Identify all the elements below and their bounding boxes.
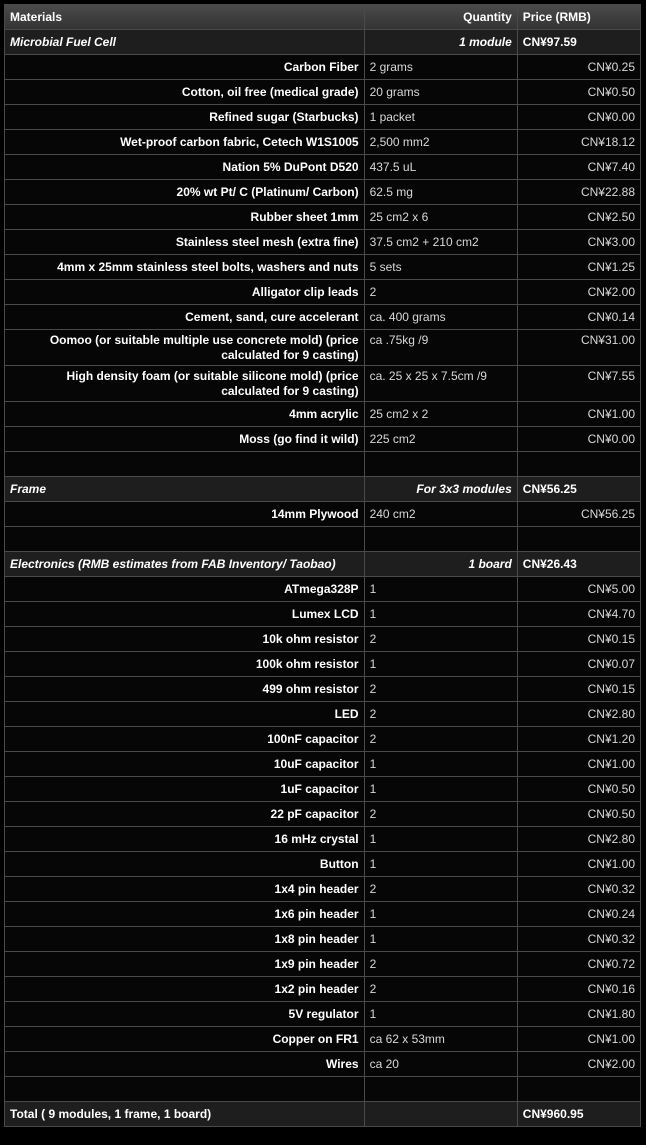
table-row xyxy=(5,952,641,977)
item-quantity: 2 xyxy=(364,727,517,752)
item-price: CN¥0.15 xyxy=(517,627,640,652)
item-quantity: 437.5 uL xyxy=(364,155,517,180)
item-name: ATmega328P xyxy=(5,577,365,602)
item-quantity: ca .75kg /9 xyxy=(364,330,517,366)
item-price: CN¥0.24 xyxy=(517,902,640,927)
item-name: 100k ohm resistor xyxy=(5,652,365,677)
item-quantity: 1 packet xyxy=(364,105,517,130)
item-quantity: 62.5 mg xyxy=(364,180,517,205)
item-quantity: 2 xyxy=(364,627,517,652)
item-name: 1x4 pin header xyxy=(5,877,365,902)
item-price: CN¥5.00 xyxy=(517,577,640,602)
total-quantity xyxy=(364,1102,517,1127)
table-row xyxy=(5,827,641,852)
item-price: CN¥18.12 xyxy=(517,130,640,155)
table-row xyxy=(5,105,641,130)
item-quantity: 1 xyxy=(364,827,517,852)
header-price: Price (RMB) xyxy=(517,5,640,30)
total-label: Total ( 9 modules, 1 frame, 1 board) xyxy=(5,1102,365,1127)
section-row xyxy=(5,477,641,502)
total-row xyxy=(5,1102,641,1127)
item-quantity: ca 20 xyxy=(364,1052,517,1077)
item-quantity: 1 xyxy=(364,577,517,602)
table-row xyxy=(5,677,641,702)
item-quantity: 2 xyxy=(364,877,517,902)
item-quantity: 2 xyxy=(364,702,517,727)
table-row xyxy=(5,1027,641,1052)
item-quantity: 1 xyxy=(364,927,517,952)
item-quantity: 5 sets xyxy=(364,255,517,280)
empty-cell xyxy=(517,527,640,552)
item-price: CN¥56.25 xyxy=(517,502,640,527)
item-price: CN¥0.15 xyxy=(517,677,640,702)
item-name: 10uF capacitor xyxy=(5,752,365,777)
table-row xyxy=(5,752,641,777)
table-row xyxy=(5,280,641,305)
item-name: Carbon Fiber xyxy=(5,55,365,80)
item-price: CN¥31.00 xyxy=(517,330,640,366)
item-name: Stainless steel mesh (extra fine) xyxy=(5,230,365,255)
item-price: CN¥0.14 xyxy=(517,305,640,330)
item-price: CN¥0.50 xyxy=(517,80,640,105)
item-name: 22 pF capacitor xyxy=(5,802,365,827)
item-name: 20% wt Pt/ C (Platinum/ Carbon) xyxy=(5,180,365,205)
item-name: 1x9 pin header xyxy=(5,952,365,977)
item-name: 4mm acrylic xyxy=(5,402,365,427)
item-name: Moss (go find it wild) xyxy=(5,427,365,452)
table-row xyxy=(5,402,641,427)
table-row xyxy=(5,927,641,952)
table-row xyxy=(5,366,641,402)
item-quantity: 20 grams xyxy=(364,80,517,105)
item-quantity: 1 xyxy=(364,902,517,927)
item-name: 5V regulator xyxy=(5,1002,365,1027)
item-name: Wet-proof carbon fabric, Cetech W1S1005 xyxy=(5,130,365,155)
item-quantity: 2 xyxy=(364,802,517,827)
item-quantity: 1 xyxy=(364,652,517,677)
empty-cell xyxy=(5,452,365,477)
item-quantity: 2 xyxy=(364,952,517,977)
item-name: Refined sugar (Starbucks) xyxy=(5,105,365,130)
spacer-row xyxy=(5,1077,641,1102)
item-price: CN¥2.00 xyxy=(517,1052,640,1077)
item-price: CN¥22.88 xyxy=(517,180,640,205)
table-row xyxy=(5,330,641,366)
table-row xyxy=(5,627,641,652)
item-price: CN¥2.50 xyxy=(517,205,640,230)
table-row xyxy=(5,702,641,727)
item-price: CN¥1.00 xyxy=(517,852,640,877)
materials-table-body xyxy=(5,5,641,1127)
section-name: Microbial Fuel Cell xyxy=(5,30,365,55)
item-name: 16 mHz crystal xyxy=(5,827,365,852)
table-row xyxy=(5,877,641,902)
item-name: Rubber sheet 1mm xyxy=(5,205,365,230)
item-name: 1x6 pin header xyxy=(5,902,365,927)
spacer-row xyxy=(5,452,641,477)
item-quantity: ca 62 x 53mm xyxy=(364,1027,517,1052)
item-price: CN¥2.80 xyxy=(517,827,640,852)
item-name: Copper on FR1 xyxy=(5,1027,365,1052)
empty-cell xyxy=(5,527,365,552)
item-price: CN¥0.50 xyxy=(517,777,640,802)
table-row xyxy=(5,155,641,180)
section-price: CN¥56.25 xyxy=(517,477,640,502)
spacer-row xyxy=(5,527,641,552)
item-name: 14mm Plywood xyxy=(5,502,365,527)
item-quantity: 240 cm2 xyxy=(364,502,517,527)
item-price: CN¥4.70 xyxy=(517,602,640,627)
item-name: Button xyxy=(5,852,365,877)
item-price: CN¥0.32 xyxy=(517,877,640,902)
item-price: CN¥0.25 xyxy=(517,55,640,80)
item-name: 1uF capacitor xyxy=(5,777,365,802)
item-price: CN¥7.55 xyxy=(517,366,640,402)
item-name: 499 ohm resistor xyxy=(5,677,365,702)
table-row xyxy=(5,727,641,752)
section-name: Electronics (RMB estimates from FAB Inventory/ Taobao) xyxy=(5,552,365,577)
item-name: Wires xyxy=(5,1052,365,1077)
item-quantity: 225 cm2 xyxy=(364,427,517,452)
table-row xyxy=(5,1002,641,1027)
item-price: CN¥1.00 xyxy=(517,752,640,777)
table-row xyxy=(5,902,641,927)
empty-cell xyxy=(364,1077,517,1102)
item-quantity: 25 cm2 x 6 xyxy=(364,205,517,230)
empty-cell xyxy=(364,452,517,477)
item-price: CN¥0.16 xyxy=(517,977,640,1002)
empty-cell xyxy=(517,1077,640,1102)
item-price: CN¥1.00 xyxy=(517,1027,640,1052)
total-price: CN¥960.95 xyxy=(517,1102,640,1127)
header-quantity: Quantity xyxy=(364,5,517,30)
item-name: Alligator clip leads xyxy=(5,280,365,305)
header-materials: Materials xyxy=(5,5,365,30)
item-price: CN¥1.20 xyxy=(517,727,640,752)
materials-table xyxy=(4,4,641,1127)
section-price: CN¥26.43 xyxy=(517,552,640,577)
item-price: CN¥7.40 xyxy=(517,155,640,180)
item-price: CN¥0.00 xyxy=(517,105,640,130)
item-price: CN¥1.80 xyxy=(517,1002,640,1027)
item-quantity: 2,500 mm2 xyxy=(364,130,517,155)
item-price: CN¥3.00 xyxy=(517,230,640,255)
table-row xyxy=(5,652,641,677)
item-name: LED xyxy=(5,702,365,727)
item-price: CN¥1.00 xyxy=(517,402,640,427)
item-quantity: 1 xyxy=(364,752,517,777)
item-name: 10k ohm resistor xyxy=(5,627,365,652)
item-name: Nation 5% DuPont D520 xyxy=(5,155,365,180)
item-name: 1x2 pin header xyxy=(5,977,365,1002)
item-name: 100nF capacitor xyxy=(5,727,365,752)
item-name: Oomoo (or suitable multiple use concrete mold) (price calculated for 9 casting) xyxy=(5,330,365,366)
section-quantity: 1 board xyxy=(364,552,517,577)
item-name: High density foam (or suitable silicone mold) (price calculated for 9 casting) xyxy=(5,366,365,402)
item-price: CN¥0.07 xyxy=(517,652,640,677)
item-quantity: 1 xyxy=(364,852,517,877)
item-price: CN¥0.50 xyxy=(517,802,640,827)
item-quantity: 2 xyxy=(364,977,517,1002)
table-row xyxy=(5,205,641,230)
table-row xyxy=(5,777,641,802)
item-name: 1x8 pin header xyxy=(5,927,365,952)
table-row xyxy=(5,577,641,602)
item-quantity: 2 xyxy=(364,280,517,305)
table-row xyxy=(5,180,641,205)
item-quantity: 1 xyxy=(364,777,517,802)
item-price: CN¥0.72 xyxy=(517,952,640,977)
item-quantity: 1 xyxy=(364,1002,517,1027)
table-row xyxy=(5,802,641,827)
table-row xyxy=(5,130,641,155)
table-row xyxy=(5,502,641,527)
table-row xyxy=(5,230,641,255)
table-row xyxy=(5,80,641,105)
table-row xyxy=(5,602,641,627)
table-row xyxy=(5,255,641,280)
item-quantity: ca. 400 grams xyxy=(364,305,517,330)
item-price: CN¥2.80 xyxy=(517,702,640,727)
table-row xyxy=(5,55,641,80)
item-quantity: ca. 25 x 25 x 7.5cm /9 xyxy=(364,366,517,402)
item-quantity: 1 xyxy=(364,602,517,627)
table-row xyxy=(5,427,641,452)
table-row xyxy=(5,1052,641,1077)
item-price: CN¥0.32 xyxy=(517,927,640,952)
item-quantity: 37.5 cm2 + 210 cm2 xyxy=(364,230,517,255)
item-quantity: 2 xyxy=(364,677,517,702)
item-name: Cotton, oil free (medical grade) xyxy=(5,80,365,105)
item-quantity: 2 grams xyxy=(364,55,517,80)
section-price: CN¥97.59 xyxy=(517,30,640,55)
empty-cell xyxy=(364,527,517,552)
table-row xyxy=(5,852,641,877)
table-header-row xyxy=(5,5,641,30)
item-name: Cement, sand, cure accelerant xyxy=(5,305,365,330)
section-row xyxy=(5,552,641,577)
item-name: 4mm x 25mm stainless steel bolts, washers and nuts xyxy=(5,255,365,280)
table-row xyxy=(5,305,641,330)
section-quantity: 1 module xyxy=(364,30,517,55)
empty-cell xyxy=(5,1077,365,1102)
empty-cell xyxy=(517,452,640,477)
item-quantity: 25 cm2 x 2 xyxy=(364,402,517,427)
item-name: Lumex LCD xyxy=(5,602,365,627)
item-price: CN¥0.00 xyxy=(517,427,640,452)
section-name: Frame xyxy=(5,477,365,502)
item-price: CN¥2.00 xyxy=(517,280,640,305)
table-row xyxy=(5,977,641,1002)
section-quantity: For 3x3 modules xyxy=(364,477,517,502)
section-row xyxy=(5,30,641,55)
item-price: CN¥1.25 xyxy=(517,255,640,280)
